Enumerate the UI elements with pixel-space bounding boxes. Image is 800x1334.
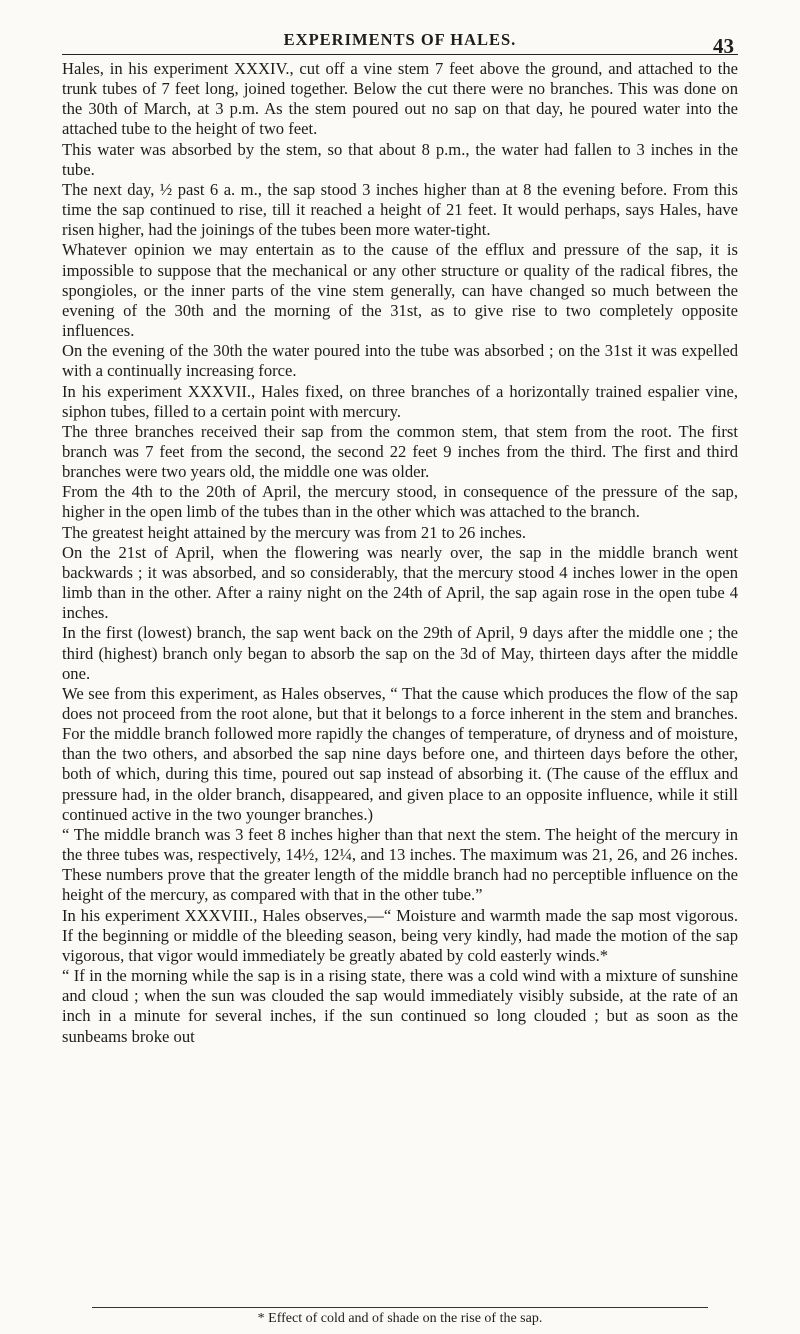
paragraph: “ If in the morning while the sap is in a rising state, there was a cold wind with a mixture of sunshine and cloud ; when the sun was clouded the sap would immediately visibly subside, at the rate of an inch in a minute for several inches, if the sun continued so long clouded ; but as soon as the sunbeams broke out — [62, 966, 738, 1046]
footnote-rule — [92, 1307, 708, 1308]
paragraph: In his experiment XXXVII., Hales fixed, on three branches of a horizontally trained espalier vine, siphon tubes, filled to a certain point with mercury. — [62, 381, 738, 421]
paragraph: “ The middle branch was 3 feet 8 inches higher than that next the stem. The height of the mercury in the three tubes was, respectively, 14½, 12¼, and 13 inches. The maximum was 21, 26, and 26 inches. These numbers prove that the greater length of the middle branch had no perceptible influence on the height of the mercury, as compared with that in the other tube.” — [62, 824, 738, 905]
paragraph: Hales, in his experiment XXXIV., cut off a vine stem 7 feet above the ground, and attached to the trunk tubes of 7 feet long, joined together. Below the cut there were no branches. This was done on the 30th of March, at 3 p.m. As the stem poured out no sap on that day, he poured water into the attached tube to the height of two feet. — [62, 59, 738, 139]
paragraph: In his experiment XXXVIII., Hales observes,—“ Moisture and warmth made the sap most vigorous. If the beginning or middle of the bleeding season, being very kindly, had made the motion of the sap vigorous, that vigor would immediately be greatly abated by cold easterly winds.* — [62, 905, 738, 965]
paragraph: From the 4th to the 20th of April, the mercury stood, in consequence of the pressure of the sap, higher in the open limb of the tubes than in the other which was attached to the branch. — [62, 482, 738, 522]
page-number: 43 — [713, 34, 734, 58]
paragraph: The three branches received their sap from the common stem, that stem from the root. The first branch was 7 feet from the second, the second 22 feet 9 inches from the third. The first and third branches were two years old, the middle one was older. — [62, 421, 738, 482]
body-text — [62, 59, 738, 1047]
paragraph: In the first (lowest) branch, the sap went back on the 29th of April, 9 days after the middle one ; the third (highest) branch only began to absorb the sap on the 3d of May, thirteen days after the middle one. — [62, 623, 738, 683]
paragraph: Whatever opinion we may entertain as to the cause of the efflux and pressure of the sap, it is impossible to suppose that the mechanical or any other structure or quality of the radical fibres, the spongioles, or the inner parts of the vine stem generally, can have changed so much between the evening of the 30th and the morning of the 31st, as to give rise to two completely opposite influences. — [62, 240, 738, 341]
footnote: * Effect of cold and of shade on the rise of the sap. — [257, 1311, 543, 1326]
paragraph: The next day, ½ past 6 a. m., the sap stood 3 inches higher than at 8 the evening before. From this time the sap continued to rise, till it reached a height of 21 feet. It would perhaps, says Hales, have risen higher, had the joinings of the tubes been more water-tight. — [62, 179, 738, 240]
paragraph: On the evening of the 30th the water poured into the tube was absorbed ; on the 31st it was expelled with a continually increasing force. — [62, 341, 738, 381]
page-header — [62, 0, 738, 58]
running-title: EXPERIMENTS OF HALES. — [283, 30, 517, 49]
book-page — [62, 0, 738, 1326]
paragraph: On the 21st of April, when the flowering was nearly over, the sap in the middle branch went backwards ; it was absorbed, and so considerably, that the mercury stood 4 inches lower in the open limb than in the other. After a rainy night on the 24th of April, the sap again rose in the open tube 4 inches. — [62, 542, 738, 623]
paragraph: We see from this experiment, as Hales observes, “ That the cause which produces the flow of the sap does not proceed from the root alone, but that it belongs to a force inherent in the stem and branches. For the middle branch followed more rapidly the changes of temperature, of dryness and of moisture, than the two others, and absorbed the sap nine days before one, and thirteen days before the other, both of which, during this time, poured out sap instead of absorbing it. (The cause of the efflux and pressure had, in the older branch, disappeared, and given place to an opposite influence, while it still continued active in the two younger branches.) — [62, 683, 738, 824]
paragraph: This water was absorbed by the stem, so that about 8 p.m., the water had fallen to 3 inches in the tube. — [62, 139, 738, 179]
paragraph: The greatest height attained by the mercury was from 21 to 26 inches. — [62, 522, 527, 542]
header-rule — [62, 54, 738, 55]
